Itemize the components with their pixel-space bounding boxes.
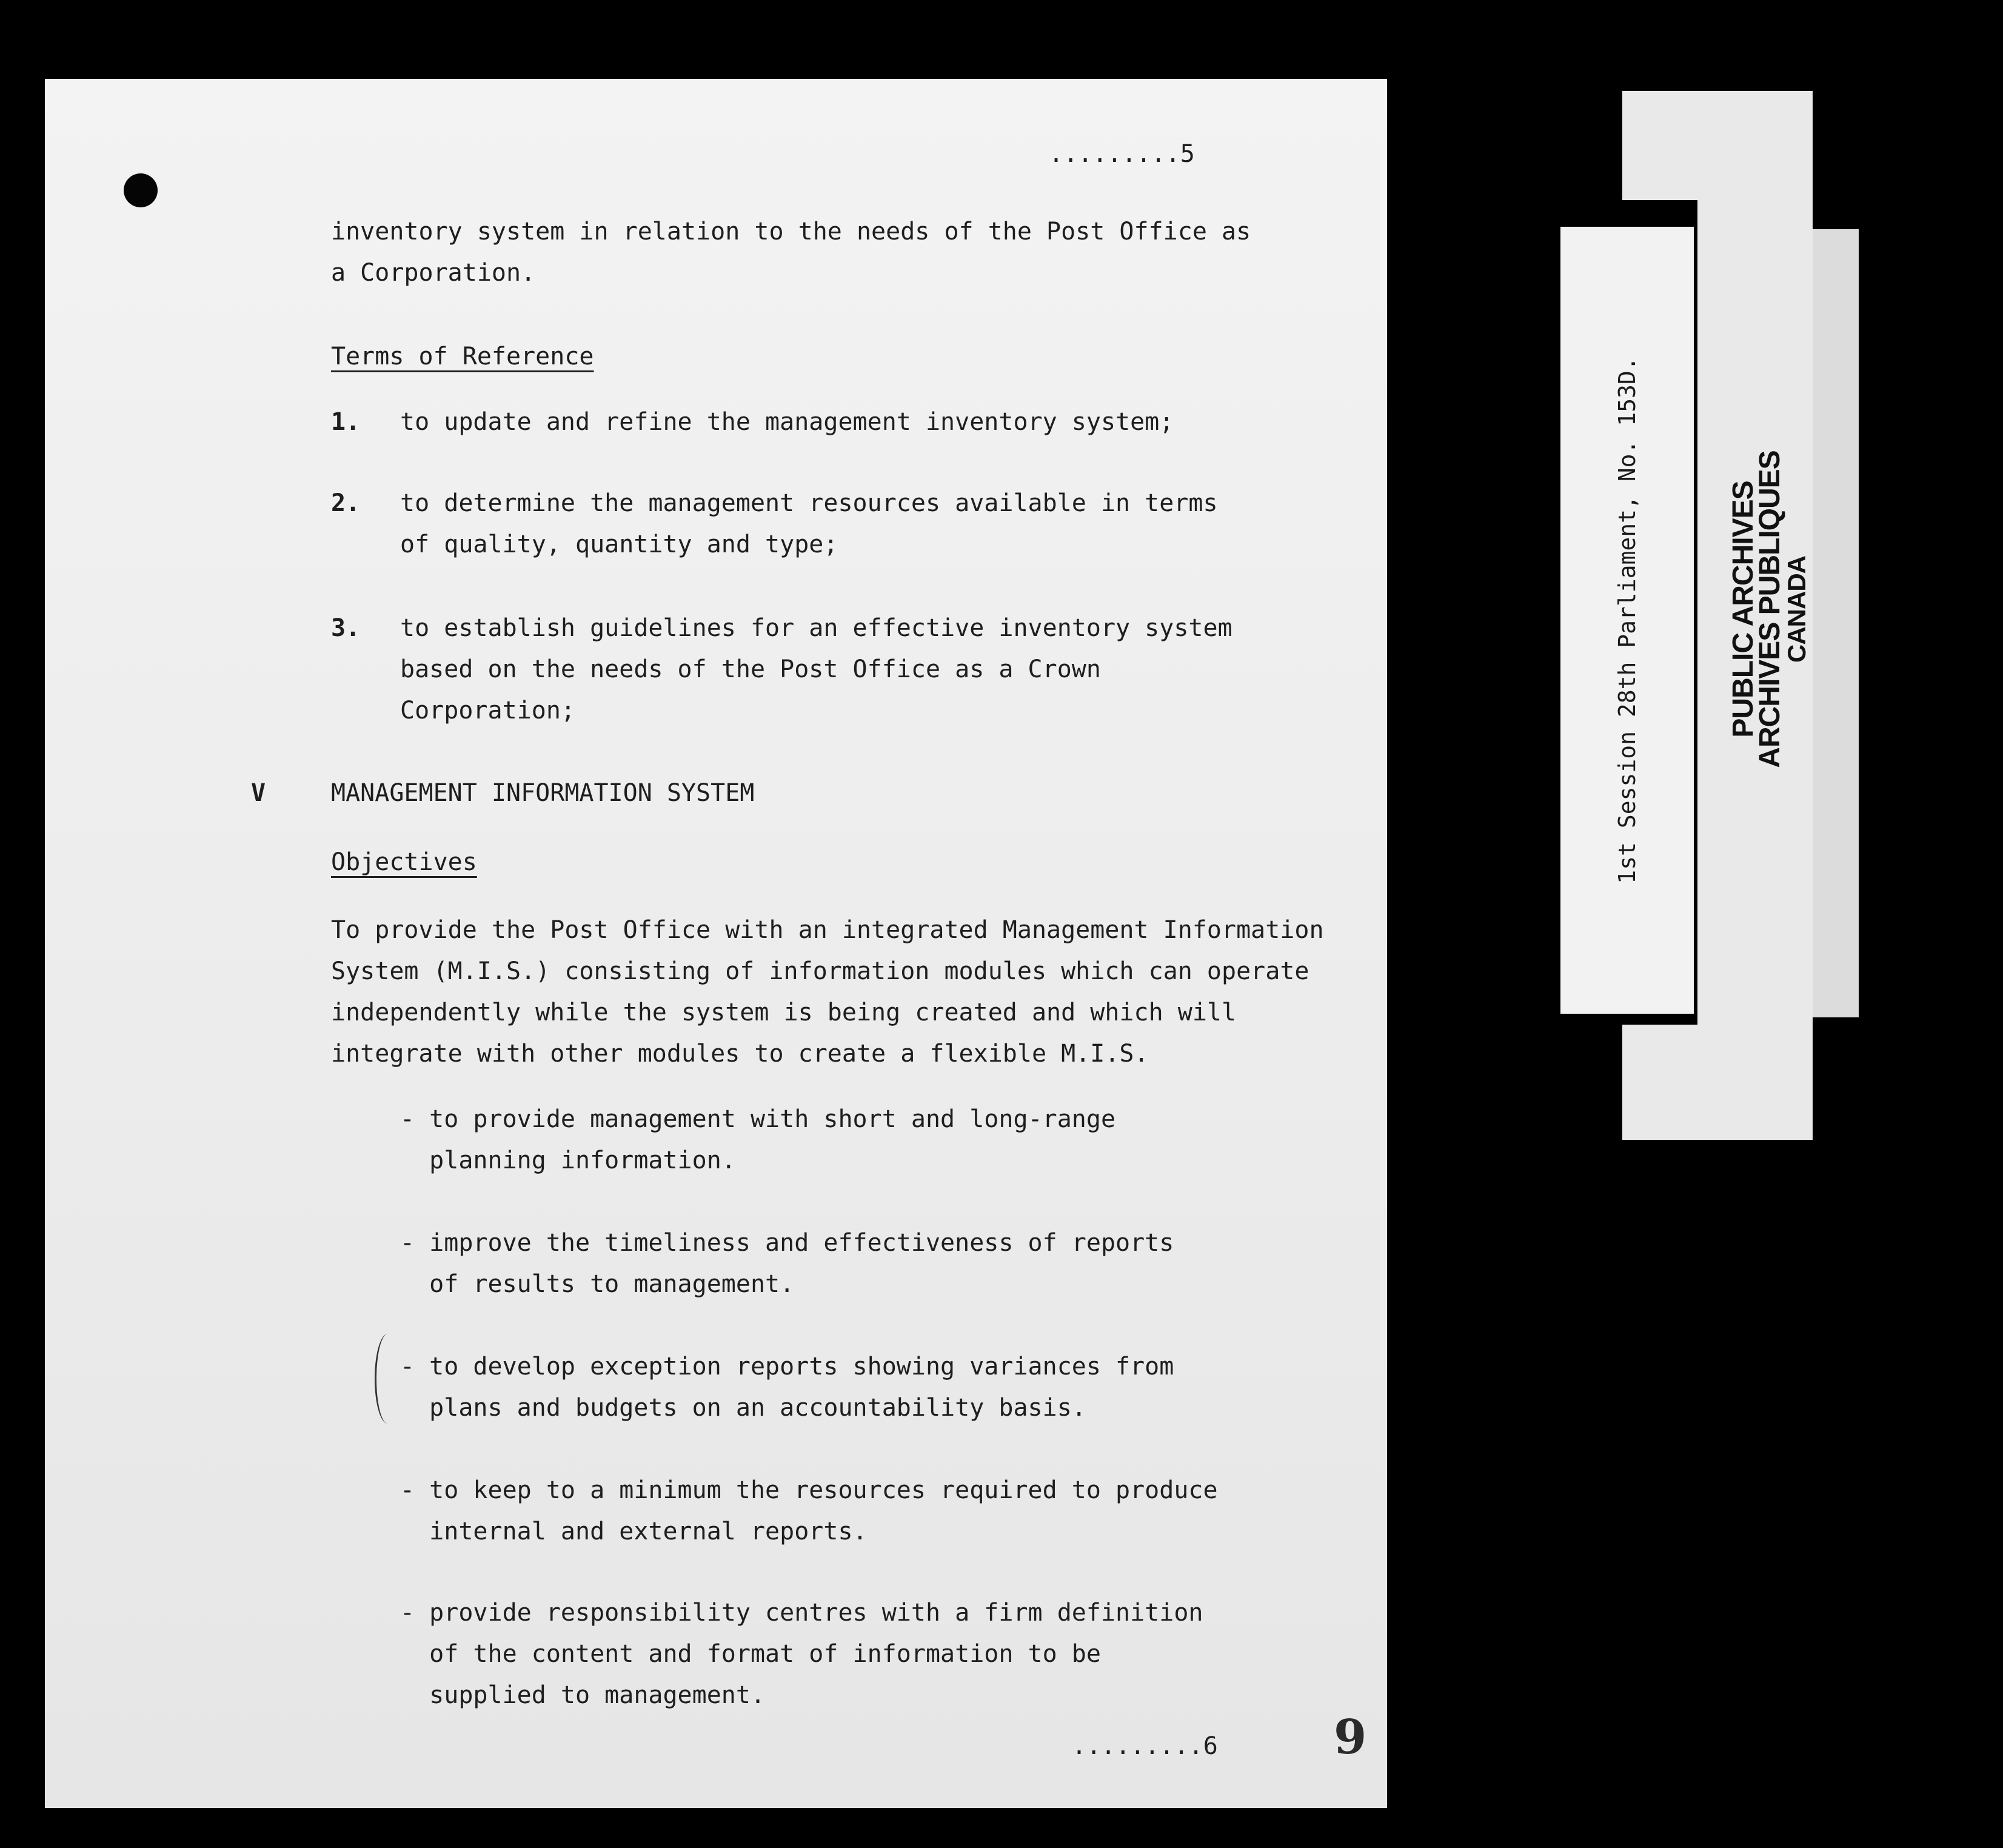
terms-heading: Terms of Reference — [331, 343, 594, 370]
session-text: 1st Session 28th Parliament, No. 153D. — [1614, 357, 1640, 884]
section-numeral: V — [251, 779, 266, 807]
objectives-heading: Objectives — [331, 848, 477, 876]
stamp-line: CANADA — [1782, 556, 1811, 663]
bullet-line: - to develop exception reports showing variances from — [400, 1353, 1174, 1381]
bullet-line: - to keep to a minimum the resources required to produce — [400, 1476, 1218, 1504]
objectives-line: To provide the Post Office with an integrated Management Information — [331, 916, 1324, 944]
section-title: MANAGEMENT INFORMATION SYSTEM — [331, 779, 755, 807]
margin-bracket — [375, 1334, 401, 1424]
objectives-line: independently while the system is being created and which will — [331, 999, 1237, 1026]
label-right-edge — [1813, 229, 1859, 1017]
page-marker-bottom: .........6 — [1072, 1732, 1218, 1760]
folio-number: 9 — [1334, 1710, 1367, 1765]
bullet-line: internal and external reports. — [400, 1518, 868, 1545]
term-line: based on the needs of the Post Office as a Crown — [400, 655, 1101, 683]
term-line: to determine the management resources available in terms — [400, 489, 1218, 517]
label-top-tab — [1622, 91, 1813, 200]
intro-line-1: inventory system in relation to the needs of the Post Office as — [331, 218, 1251, 246]
term-line: of quality, quantity and type; — [400, 531, 838, 558]
objectives-line: integrate with other modules to create a flexible M.I.S. — [331, 1040, 1149, 1068]
term-number: 1. — [331, 408, 361, 436]
bullet-line: of the content and format of information to be — [400, 1640, 1101, 1668]
bullet-line: - provide responsibility centres with a firm definition — [400, 1599, 1203, 1627]
term-line: Corporation; — [400, 697, 575, 725]
term-number: 3. — [331, 614, 361, 642]
bullet-line: supplied to management. — [400, 1681, 766, 1709]
objectives-line: System (M.I.S.) consisting of information modules which can operate — [331, 957, 1309, 985]
intro-line-2: a Corporation. — [331, 259, 536, 287]
term-line: to establish guidelines for an effective inventory system — [400, 614, 1232, 642]
bullet-line: - to provide management with short and long-range — [400, 1105, 1116, 1133]
term-line: to update and refine the management inventory system; — [400, 408, 1174, 436]
bullet-line: planning information. — [400, 1147, 736, 1174]
bullet-line: of results to management. — [400, 1270, 795, 1298]
archives-stamp — [1727, 450, 1811, 768]
bullet-line: - improve the timeliness and effectiveness of reports — [400, 1229, 1174, 1257]
page-marker-top: .........5 — [1049, 140, 1195, 168]
term-number: 2. — [331, 489, 361, 517]
stamp-line: ARCHIVES PUBLIQUES — [1754, 450, 1786, 768]
bullet-line: plans and budgets on an accountability basis. — [400, 1394, 1086, 1422]
document-page — [45, 79, 1387, 1808]
punch-hole — [124, 173, 158, 207]
label-bottom-tab — [1622, 1025, 1813, 1140]
stamp-line: PUBLIC ARCHIVES — [1727, 481, 1759, 738]
